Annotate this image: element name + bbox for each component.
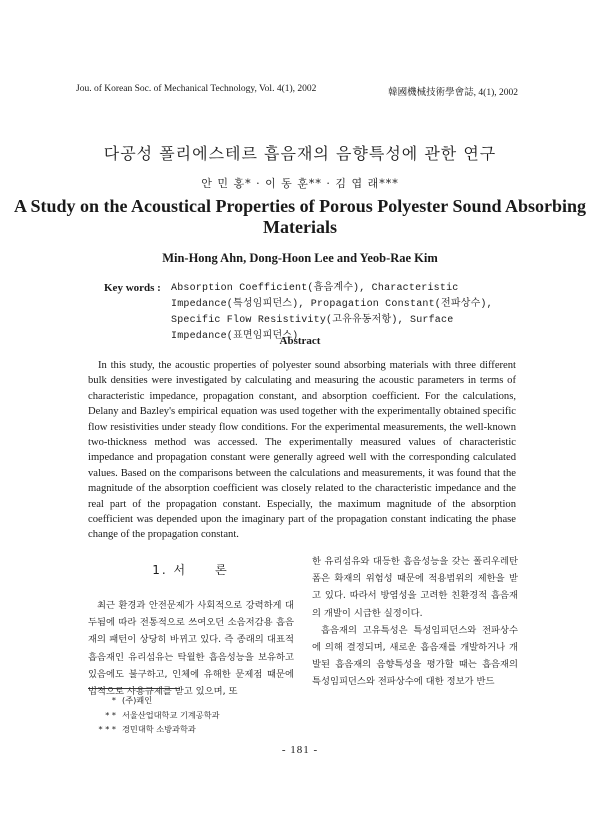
page-number: - 181 -: [281, 744, 319, 756]
authors-korean: 안 민 홍* · 이 동 훈** · 김 엽 래***: [201, 177, 399, 190]
section-heading-introduction: 1. 서 론: [152, 563, 229, 577]
footnote-1: * (주)쾌인: [111, 695, 153, 705]
authors-english: Min-Hong Ahn, Dong-Hoon Lee and Yeob-Rae Kim: [162, 251, 438, 265]
keywords-label: Key words :: [104, 282, 161, 294]
footnote-3: * * * 경민대학 소방과학과: [98, 724, 196, 734]
introduction-paragraph-1: 한 유리섬유와 대등한 흡음성능을 갖는 폴리우레탄 폼은 화재의 위험성 때문에 적용범위의 제한을 받고 있다. 따라서 방염성을 고려한 친환경적 흡음재의 개발이 시급한 실정이다.: [312, 556, 518, 619]
abstract-body: In this study, the acoustic properties of polyester sound absorbing materials with three different bulk densities were investigated by calculating and measuring the acoustic parameters in terms of characteristic impedance, propagation constant, and absorption coefficient. For the calculations, Delany and Bazley's empirical equation was used together with the experimentally obtained specific flow resistivities under steady flow conditions. For the experimental measurements, the well-known two-thickness method was accessed. The experimentally measured values of characteristic impedance and propagation constant were generally agreed well with the corresponding calculated values. Based on the comparisons between the calculations and measurements, it was found that the magnitude of the absorption coefficient was closely related to the characteristic impedance and the real part of the propagation constant. Especially, the maximum magnitude of the absorption coefficient was depended upon the imaginary part of the propagation constant indicating the phase change of the propagation constant.: [88, 360, 516, 541]
footnote-divider: [88, 688, 180, 689]
footnote-2: * * 서울산업대학교 기계공학과: [105, 709, 220, 720]
footnotes: [88, 693, 220, 737]
abstract-heading: Abstract: [279, 335, 321, 347]
introduction-right-column: [312, 553, 518, 691]
keywords-list: Absorption Coefficient(흡음계수), Characteristic Impedance(특성임피던스), Propagation Constant(전파상수), Specific Flow Resistivity(고유유동저항), Surface Impedance(표면임피던스): [171, 283, 493, 342]
journal-header-ko: 韓國機械技術學會誌, 4(1), 2002: [388, 88, 518, 98]
journal-header-en: Jou. of Korean Soc. of Mechanical Technology, Vol. 4(1), 2002: [76, 84, 317, 94]
paper-title-korean: 다공성 폴리에스테르 흡음재의 음향특성에 관한 연구: [103, 144, 497, 163]
paper-title-english: A Study on the Acoustical Properties of Porous Polyester Sound Absorbing Materials: [13, 196, 587, 237]
introduction-left-column: 최근 환경과 안전문제가 사회적으로 강력하게 대두됨에 따라 전통적으로 쓰여오던 소음저감용 흡음재의 패턴이 상당히 바뀌고 있다. 즉 종래의 대표적 흡음재인 유리섬유는 탁월한 흡음성능을 보유하고 있음에도 불구하고, 인체에 유해한 문제점 때문에 법적으로 사용규제를 받고 있으며, 또: [88, 600, 294, 698]
introduction-paragraph-2: 흡음재의 고유특성은 특성임피던스와 전파상수에 의해 결정되며, 새로운 흡음재를 개발하거나 개발된 흡음재의 음향특성을 평가할 때는 흡음재의 특성임피던스와 전파상수에 대한 정보가 반드: [312, 624, 518, 688]
